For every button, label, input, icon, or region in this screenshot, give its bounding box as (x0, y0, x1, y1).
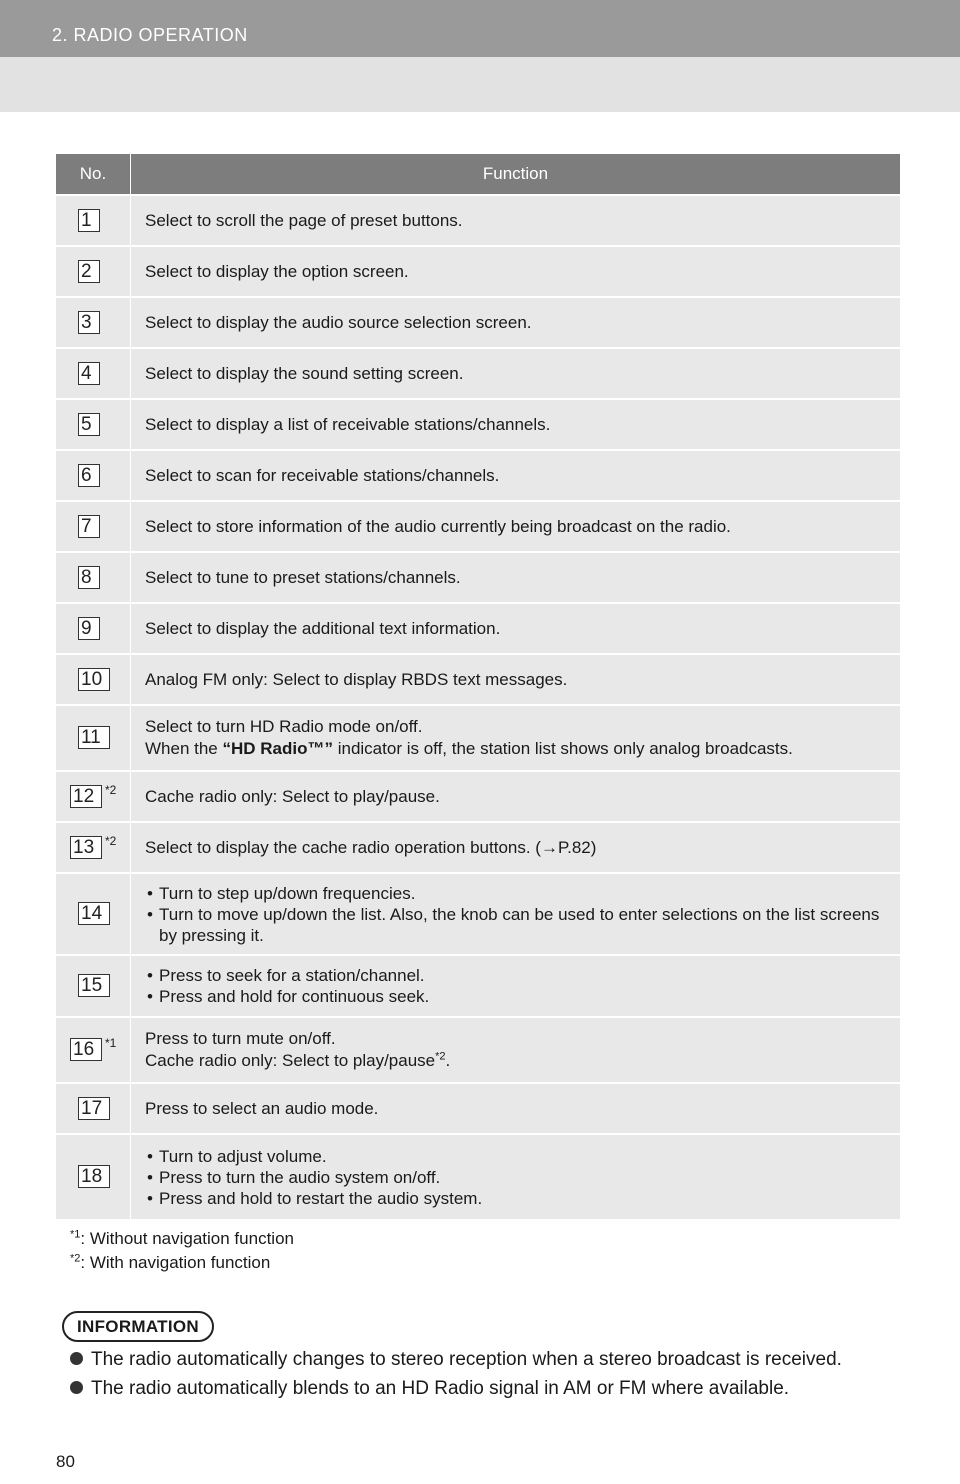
footnote: $^{*1}$: Without navigation function (70, 1228, 294, 1248)
page-number: 80 (56, 1452, 75, 1471)
function-cell: Select to display the cache radio operation buttons. (→P.82) (131, 822, 901, 873)
item-number-box: 8 (78, 566, 100, 589)
footnote-mark: *2 (435, 1050, 446, 1063)
function-cell (131, 1134, 901, 1219)
list-item: • Press and hold for continuous seek. (145, 986, 888, 1007)
table-row (56, 654, 900, 705)
row-number-cell (56, 771, 131, 822)
row-number-cell (56, 822, 131, 873)
information-item: The radio automatically changes to stereo reception when a stereo broadcast is received. (70, 1349, 842, 1371)
table-row (56, 955, 900, 1017)
item-number-box: 12 (70, 785, 102, 808)
row-number-cell (56, 1134, 131, 1219)
item-number-box: 16 (70, 1038, 102, 1061)
item-number-box: 14 (78, 902, 110, 925)
row-number-cell (56, 552, 131, 603)
table-header-row (56, 154, 900, 195)
list-item: • Press and hold to restart the audio system. (145, 1188, 888, 1209)
item-number-box: 17 (78, 1097, 110, 1120)
bullet-list (145, 1146, 888, 1209)
function-table (56, 154, 900, 1219)
item-number-box: 6 (78, 464, 100, 487)
function-cell: Analog FM only: Select to display RBDS text messages. (131, 654, 901, 705)
hd-radio-indicator-label: “HD Radio™” (222, 739, 333, 758)
column-header-no: No. (56, 154, 131, 195)
table-row (56, 822, 900, 873)
function-line: Press to turn mute on/off. (145, 1029, 336, 1048)
table-row (56, 873, 900, 955)
function-cell: Select to store information of the audio currently being broadcast on the radio. (131, 501, 901, 552)
list-item: • Turn to move up/down the list. Also, the knob can be used to enter selections on the list screens by pressing it. (145, 904, 888, 946)
header-band (0, 57, 960, 112)
item-number-box: 9 (78, 617, 100, 640)
row-number-cell (56, 1083, 131, 1134)
function-cell: Select to display a list of receivable stations/channels. (131, 399, 901, 450)
function-cell: Select to tune to preset stations/channels. (131, 552, 901, 603)
table-row (56, 705, 900, 771)
row-number-cell (56, 873, 131, 955)
information-item: The radio automatically blends to an HD Radio signal in AM or FM where available. (70, 1378, 789, 1400)
bullet-dot-icon (70, 1381, 83, 1394)
table-row (56, 603, 900, 654)
row-number-cell (56, 501, 131, 552)
row-number-cell (56, 603, 131, 654)
bullet-dot-icon (70, 1352, 83, 1365)
footnote: $^{*2}$: With navigation function (70, 1252, 271, 1272)
table-row (56, 1083, 900, 1134)
section-title: 2. RADIO OPERATION (52, 25, 248, 45)
list-item: • Turn to adjust volume. (145, 1146, 888, 1167)
function-cell: Cache radio only: Select to play/pause. (131, 771, 901, 822)
table-row (56, 1134, 900, 1219)
table-row (56, 195, 900, 246)
function-cell: Select to display the additional text information. (131, 603, 901, 654)
information-label: INFORMATION (62, 1311, 214, 1342)
function-cell (131, 873, 901, 955)
footnote-mark: *1 (105, 1036, 117, 1050)
table-row (56, 348, 900, 399)
function-line: Cache radio only: Select to play/pause$^{*2}$. (145, 1050, 451, 1070)
function-line: When the “HD Radio™” indicator is off, the station list shows only analog broadcasts. (145, 739, 793, 758)
table-row (56, 771, 900, 822)
row-number-cell (56, 654, 131, 705)
bullet-list (145, 965, 888, 1007)
row-number-cell (56, 297, 131, 348)
item-number-box: 13 (70, 836, 102, 859)
function-cell: Select to display the option screen. (131, 246, 901, 297)
bullet-list (145, 883, 888, 946)
list-item: • Turn to step up/down frequencies. (145, 883, 888, 904)
item-number-box: 4 (78, 362, 100, 385)
item-number-box: 15 (78, 974, 110, 997)
item-number-box: 5 (78, 413, 100, 436)
row-number-cell (56, 705, 131, 771)
function-cell (131, 955, 901, 1017)
page-header (0, 0, 960, 57)
item-number-box: 18 (78, 1165, 110, 1188)
table-row (56, 399, 900, 450)
list-item: • Press to seek for a station/channel. (145, 965, 888, 986)
row-number-cell (56, 1017, 131, 1083)
table-row (56, 297, 900, 348)
function-line: Select to turn HD Radio mode on/off. (145, 717, 423, 736)
table-row (56, 450, 900, 501)
row-number-cell (56, 450, 131, 501)
item-number-box: 2 (78, 260, 100, 283)
function-cell (131, 1017, 901, 1083)
function-cell: Select to display the audio source selection screen. (131, 297, 901, 348)
footnote-mark: *2 (105, 782, 117, 797)
function-cell: Press to select an audio mode. (131, 1083, 901, 1134)
function-cell: Select to display the sound setting screen. (131, 348, 901, 399)
row-number-cell (56, 348, 131, 399)
list-item: • Press to turn the audio system on/off. (145, 1167, 888, 1188)
table-row (56, 552, 900, 603)
row-number-cell (56, 195, 131, 246)
item-number-box: 10 (78, 668, 110, 691)
row-number-cell (56, 246, 131, 297)
row-number-cell (56, 399, 131, 450)
function-cell (131, 705, 901, 771)
item-number-box: 1 (78, 209, 100, 232)
table-row (56, 501, 900, 552)
item-number-box: 3 (78, 311, 100, 334)
function-cell: Select to scan for receivable stations/channels. (131, 450, 901, 501)
item-number-box: 7 (78, 515, 100, 538)
row-number-cell (56, 955, 131, 1017)
table-row (56, 1017, 900, 1083)
footnote-mark: *2 (105, 833, 117, 848)
item-number-box: 11 (78, 726, 110, 749)
column-header-function: Function (131, 154, 901, 195)
function-cell: Select to scroll the page of preset buttons. (131, 195, 901, 246)
table-row (56, 246, 900, 297)
